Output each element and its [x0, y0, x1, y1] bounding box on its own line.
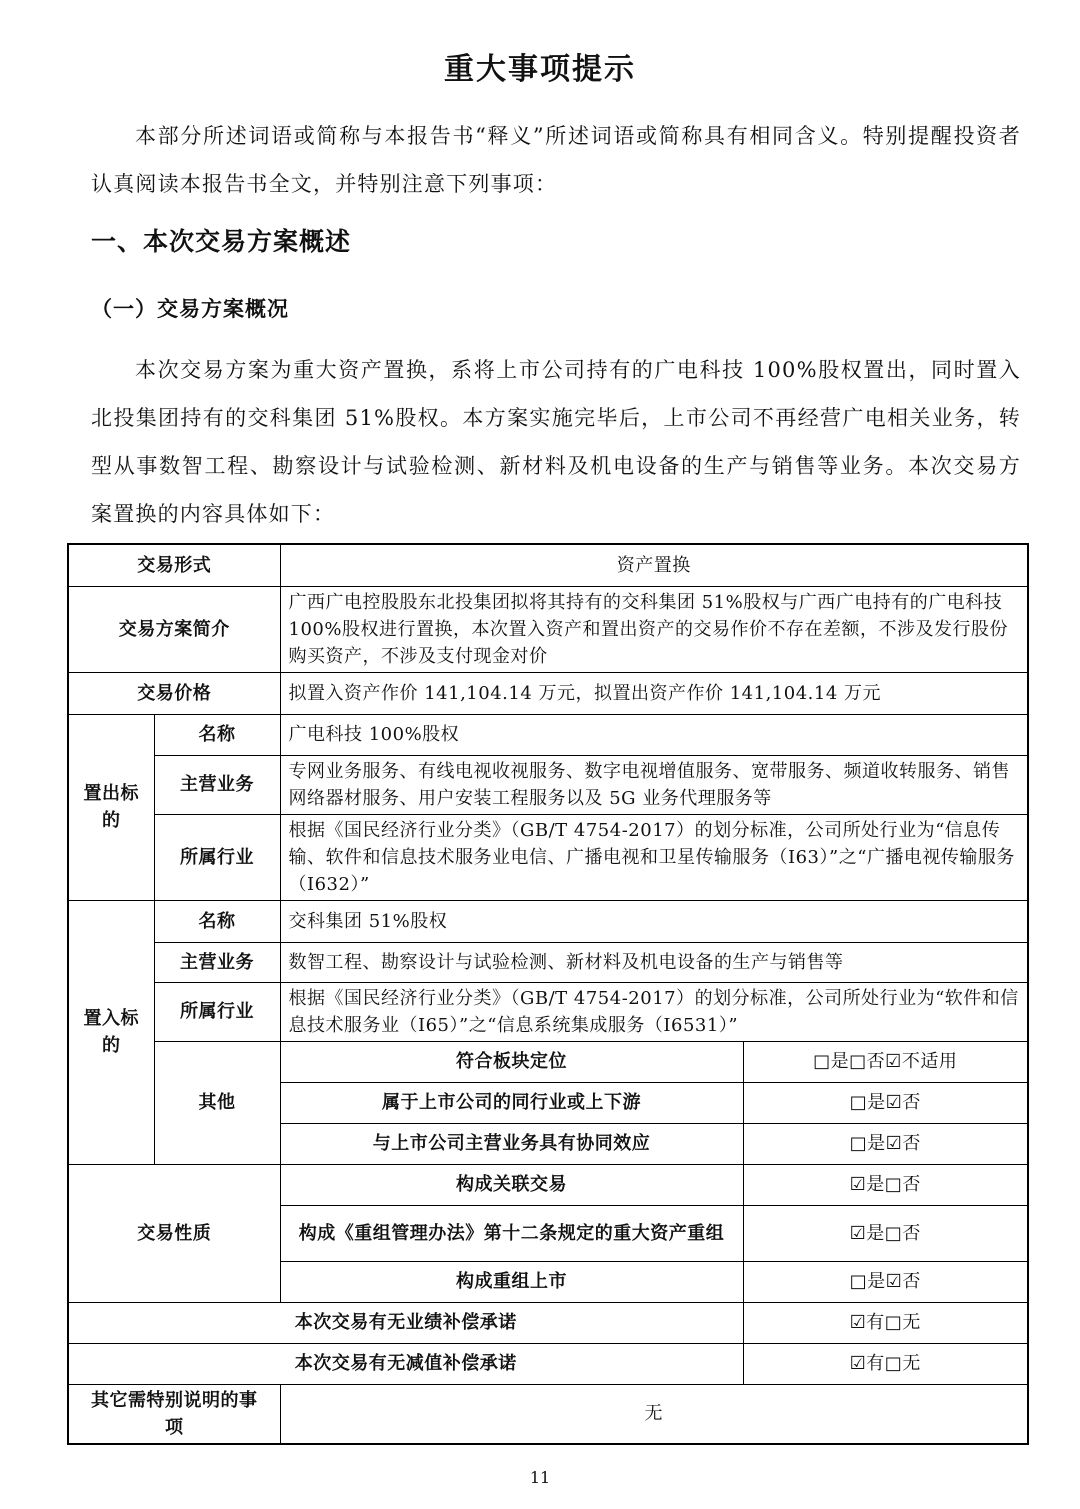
form-value: 资产置换 [280, 544, 1028, 586]
price-value: 拟置入资产作价 141,104.14 万元，拟置出资产作价 141,104.14 万元 [280, 672, 1028, 714]
table-row [68, 714, 1028, 755]
nature-answer: ☑是□否 [743, 1164, 1028, 1205]
other-note-value: 无 [280, 1384, 1028, 1444]
table-row [68, 900, 1028, 942]
other-question: 符合板块定位 [280, 1041, 743, 1082]
other-answer: □是☑否 [743, 1123, 1028, 1164]
transaction-table [67, 543, 1029, 1445]
table-row [68, 586, 1028, 672]
table-row [68, 1302, 1028, 1343]
other-note-label: 其它需特别说明的事项 [68, 1384, 280, 1444]
table-row [68, 544, 1028, 586]
page-number: 11 [529, 1468, 551, 1487]
in-target-label: 置入标的 [68, 900, 154, 1164]
out-industry-value: 根据《国民经济行业分类》（GB/T 4754-2017）的划分标准，公司所处行业为“信息传输、软件和信息技术服务业电信、广播电视和卫星传输服务（I63）”之“广播电视传输服务（I632）” [280, 814, 1028, 900]
form-label: 交易形式 [68, 544, 280, 586]
in-business-value: 数智工程、勘察设计与试验检测、新材料及机电设备的生产与销售等 [280, 942, 1028, 982]
impairment-label: 本次交易有无减值补偿承诺 [68, 1343, 743, 1384]
table-row [68, 982, 1028, 1041]
nature-label: 交易性质 [68, 1164, 280, 1302]
table-row [68, 1343, 1028, 1384]
out-business-value: 专网业务服务、有线电视收视服务、数字电视增值服务、宽带服务、频道收转服务、销售网络器材服务、用户安装工程服务以及 5G 业务代理服务等 [280, 755, 1028, 814]
intro-paragraph: 本部分所述词语或简称与本报告书“释义”所述词语或简称具有相同含义。特别提醒投资者认真阅读本报告书全文，并特别注意下列事项： [91, 124, 1021, 196]
other-question: 属于上市公司的同行业或上下游 [280, 1082, 743, 1123]
table-row [68, 672, 1028, 714]
table-row [68, 1041, 1028, 1082]
nature-answer: □是☑否 [743, 1261, 1028, 1302]
in-other-label: 其他 [154, 1041, 280, 1164]
table-row [68, 755, 1028, 814]
other-answer: □是☑否 [743, 1082, 1028, 1123]
out-industry-label: 所属行业 [154, 814, 280, 900]
out-business-label: 主营业务 [154, 755, 280, 814]
other-answer: □是□否☑不适用 [743, 1041, 1028, 1082]
summary-value: 广西广电控股股东北投集团拟将其持有的交科集团 51%股权与广西广电持有的广电科技 100%股权进行置换，本次置入资产和置出资产的交易作价不存在差额，不涉及发行股份购买资产，不涉及支付现金对价 [280, 586, 1028, 672]
other-question: 与上市公司主营业务具有协同效应 [280, 1123, 743, 1164]
performance-label: 本次交易有无业绩补偿承诺 [68, 1302, 743, 1343]
impairment-value: ☑有□无 [743, 1343, 1028, 1384]
out-name-value: 广电科技 100%股权 [280, 714, 1028, 755]
section-heading: 一、本次交易方案概述 [91, 227, 352, 256]
subsection-heading: （一）交易方案概况 [91, 297, 289, 321]
in-name-value: 交科集团 51%股权 [280, 900, 1028, 942]
overview-paragraph: 本次交易方案为重大资产置换，系将上市公司持有的广电科技 100%股权置出，同时置入北投集团持有的交科集团 51%股权。本方案实施完毕后，上市公司不再经营广电相关业务，转型从事数智工程、勘察设计与试验检测、新材料及机电设备的生产与销售等业务。本次交易方案置换的内容具体如下： [91, 358, 1021, 526]
nature-question: 构成《重组管理办法》第十二条规定的重大资产重组 [280, 1205, 743, 1261]
nature-answer: ☑是□否 [743, 1205, 1028, 1261]
in-name-label: 名称 [154, 900, 280, 942]
out-target-label: 置出标的 [68, 714, 154, 900]
performance-value: ☑有□无 [743, 1302, 1028, 1343]
price-label: 交易价格 [68, 672, 280, 714]
table-row [68, 1384, 1028, 1444]
out-name-label: 名称 [154, 714, 280, 755]
nature-question: 构成关联交易 [280, 1164, 743, 1205]
in-business-label: 主营业务 [154, 942, 280, 982]
summary-label: 交易方案简介 [68, 586, 280, 672]
page-title: 重大事项提示 [444, 52, 636, 87]
table-row [68, 814, 1028, 900]
table-row [68, 942, 1028, 982]
table-row [68, 1164, 1028, 1205]
nature-question: 构成重组上市 [280, 1261, 743, 1302]
in-industry-value: 根据《国民经济行业分类》（GB/T 4754-2017）的划分标准，公司所处行业为“软件和信息技术服务业（I65）”之“信息系统集成服务（I6531）” [280, 982, 1028, 1041]
in-industry-label: 所属行业 [154, 982, 280, 1041]
